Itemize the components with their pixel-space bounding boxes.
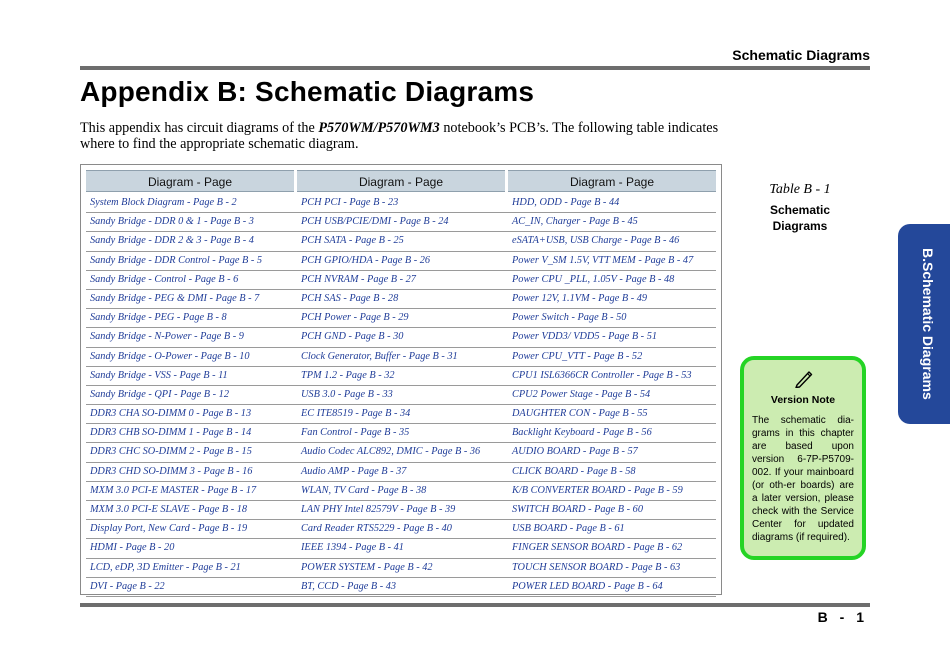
table-row [86,213,716,232]
table-caption [740,182,860,234]
diagram-link[interactable]: Power Switch - Page B - 50 [512,312,627,324]
diagram-link[interactable]: Sandy Bridge - DDR 0 & 1 - Page B - 3 [90,216,254,228]
caption-label: Table B - 1 [769,182,831,197]
table-row [86,424,716,443]
diagram-link[interactable]: LAN PHY Intel 82579V - Page B - 39 [301,504,456,515]
diagram-link[interactable]: PCH PCI - Page B - 23 [301,197,399,208]
diagram-link[interactable]: Sandy Bridge - PEG - Page B - 8 [90,312,227,324]
diagram-link[interactable]: CPU1 ISL6366CR Controller - Page B - 53 [512,369,692,381]
table-row [86,309,716,328]
diagram-link[interactable]: BT, CCD - Page B - 43 [301,580,397,592]
diagram-link[interactable]: Fan Control - Page B - 35 [301,427,410,439]
diagram-link[interactable]: LCD, eDP, 3D Emitter - Page B - 21 [90,561,241,573]
diagram-link[interactable]: Sandy Bridge - Control - Page B - 6 [90,273,239,285]
table-row [86,386,716,405]
table-row [86,405,716,424]
table-row [86,271,716,290]
table-header-cell: Diagram - Page [297,170,505,192]
diagram-link[interactable]: WLAN, TV Card - Page B - 38 [301,484,427,496]
table-grid [86,170,716,597]
table-row [86,290,716,309]
table-header-row [86,170,716,192]
diagram-link[interactable]: DDR3 CHC SO-DIMM 2 - Page B - 15 [90,446,252,458]
diagram-link[interactable]: Sandy Bridge - N-Power - Page B - 9 [90,331,244,343]
table-row [86,578,716,597]
diagram-link[interactable]: DDR3 CHD SO-DIMM 3 - Page B - 16 [90,465,253,477]
footer-rule [80,603,870,607]
table-row [86,348,716,367]
table-row [86,463,716,482]
diagram-link[interactable]: Sandy Bridge - DDR Control - Page B - 5 [90,254,263,266]
diagram-link[interactable]: Sandy Bridge - O-Power - Page B - 10 [90,350,250,362]
diagram-link[interactable]: Clock Generator, Buffer - Page B - 31 [301,350,458,362]
diagram-link[interactable]: Sandy Bridge - PEG & DMI - Page B - 7 [90,292,260,304]
diagram-link[interactable]: Power VDD3/ VDD5 - Page B - 51 [512,331,657,343]
diagram-link[interactable]: CPU2 Power Stage - Page B - 54 [512,388,651,400]
diagram-link[interactable]: PCH GND - Page B - 30 [301,331,404,343]
pen-icon [793,368,815,388]
page-number: B - 1 [817,609,868,625]
diagram-link[interactable]: SWITCH BOARD - Page B - 60 [512,504,643,515]
diagram-link[interactable]: Sandy Bridge - VSS - Page B - 11 [90,369,228,381]
table-row [86,232,716,251]
diagram-link[interactable]: MXM 3.0 PCI-E MASTER - Page B - 17 [90,484,257,496]
diagram-link[interactable]: USB 3.0 - Page B - 33 [301,388,393,400]
diagram-link[interactable]: FINGER SENSOR BOARD - Page B - 62 [512,542,683,554]
table-row [86,559,716,578]
table-row [86,520,716,539]
page-title: Appendix B: Schematic Diagrams [80,76,535,107]
diagram-link[interactable]: TOUCH SENSOR BOARD - Page B - 63 [512,561,681,573]
caption-title-line2: Diagrams [772,219,828,233]
diagram-link[interactable]: PCH Power - Page B - 29 [301,312,409,324]
table-header-cell: Diagram - Page [86,170,294,192]
diagram-link[interactable]: Audio Codec ALC892, DMIC - Page B - 36 [301,446,481,458]
intro-text-before: This appendix has circuit diagrams of the [80,120,319,136]
diagram-link[interactable]: EC ITE8519 - Page B - 34 [301,408,411,420]
note-body: The schematic dia-grams in this chapter are based upon version 6-7P-P5709-002. If your mainboard (or oth-er boards) are a later version, please check with the Service Center for updated diagrams (if required). [752,415,854,543]
table-body [86,194,716,597]
diagram-link[interactable]: POWER SYSTEM - Page B - 42 [301,561,433,573]
table-row [86,367,716,386]
diagram-link[interactable]: AC_IN, Charger - Page B - 45 [512,216,638,228]
diagram-link[interactable]: HDD, ODD - Page B - 44 [512,197,620,208]
diagram-link[interactable]: DAUGHTER CON - Page B - 55 [512,408,648,420]
diagram-link[interactable]: IEEE 1394 - Page B - 41 [301,542,404,554]
diagram-link[interactable]: HDMI - Page B - 20 [90,542,175,554]
diagram-link[interactable]: Power CPU _PLL, 1.05V - Page B - 48 [512,273,675,285]
note-title: Version Note [770,394,836,406]
diagram-link[interactable]: PCH USB/PCIE/DMI - Page B - 24 [301,216,449,228]
table-row [86,328,716,347]
diagram-link[interactable]: Audio AMP - Page B - 37 [301,465,407,477]
diagram-link[interactable]: System Block Diagram - Page B - 2 [90,197,237,208]
intro-text-after: notebook’s PCB’s. The following table indicates where to find the appropriate schematic diagram. [80,120,719,152]
diagram-link[interactable]: Backlight Keyboard - Page B - 56 [512,427,652,439]
table-row [86,252,716,271]
diagram-link[interactable]: Display Port, New Card - Page B - 19 [90,523,248,535]
diagram-link[interactable]: Power 12V, 1.1VM - Page B - 49 [512,292,648,304]
diagram-link[interactable]: USB BOARD - Page B - 61 [512,523,625,535]
diagram-link[interactable]: K/B CONVERTER BOARD - Page B - 59 [512,484,683,496]
diagram-link[interactable]: Sandy Bridge - DDR 2 & 3 - Page B - 4 [90,235,254,247]
diagram-link[interactable]: Sandy Bridge - QPI - Page B - 12 [90,388,229,400]
side-tab-label: B.Schematic Diagrams [920,248,936,400]
diagram-link[interactable]: POWER LED BOARD - Page B - 64 [512,580,663,592]
table-row [86,539,716,558]
intro-model: P570WM/P570WM3 [318,120,440,136]
table-row [86,194,716,213]
diagram-link[interactable]: DDR3 CHA SO-DIMM 0 - Page B - 13 [90,408,252,420]
table-row [86,443,716,462]
header-title: Schematic Diagrams [732,47,870,63]
diagram-link[interactable]: Power V_SM 1.5V, VTT MEM - Page B - 47 [512,254,694,266]
diagram-link[interactable]: AUDIO BOARD - Page B - 57 [512,446,638,458]
header-rule [80,66,870,70]
schematic-table [80,164,722,595]
diagram-link[interactable]: PCH SAS - Page B - 28 [301,292,399,304]
chapter-side-tab[interactable] [898,224,950,424]
intro-paragraph [80,120,740,152]
caption-title-line1: Schematic [769,203,831,217]
diagram-link[interactable]: Power CPU_VTT - Page B - 52 [512,350,643,362]
table-row [86,482,716,501]
diagram-link[interactable]: Card Reader RTS5229 - Page B - 40 [301,523,452,535]
version-note-box [740,356,866,560]
diagram-link[interactable]: eSATA+USB, USB Charge - Page B - 46 [512,235,680,247]
diagram-link[interactable]: CLICK BOARD - Page B - 58 [512,465,636,477]
table-row [86,501,716,520]
diagram-link[interactable]: DDR3 CHB SO-DIMM 1 - Page B - 14 [90,427,252,439]
diagram-link[interactable]: DVI - Page B - 22 [90,580,165,592]
diagram-link[interactable]: PCH NVRAM - Page B - 27 [301,273,416,285]
table-header-cell: Diagram - Page [508,170,716,192]
diagram-link[interactable]: TPM 1.2 - Page B - 32 [301,369,395,381]
diagram-link[interactable]: PCH GPIO/HDA - Page B - 26 [301,254,431,266]
diagram-link[interactable]: PCH SATA - Page B - 25 [301,235,404,247]
diagram-link[interactable]: MXM 3.0 PCI-E SLAVE - Page B - 18 [90,504,248,515]
